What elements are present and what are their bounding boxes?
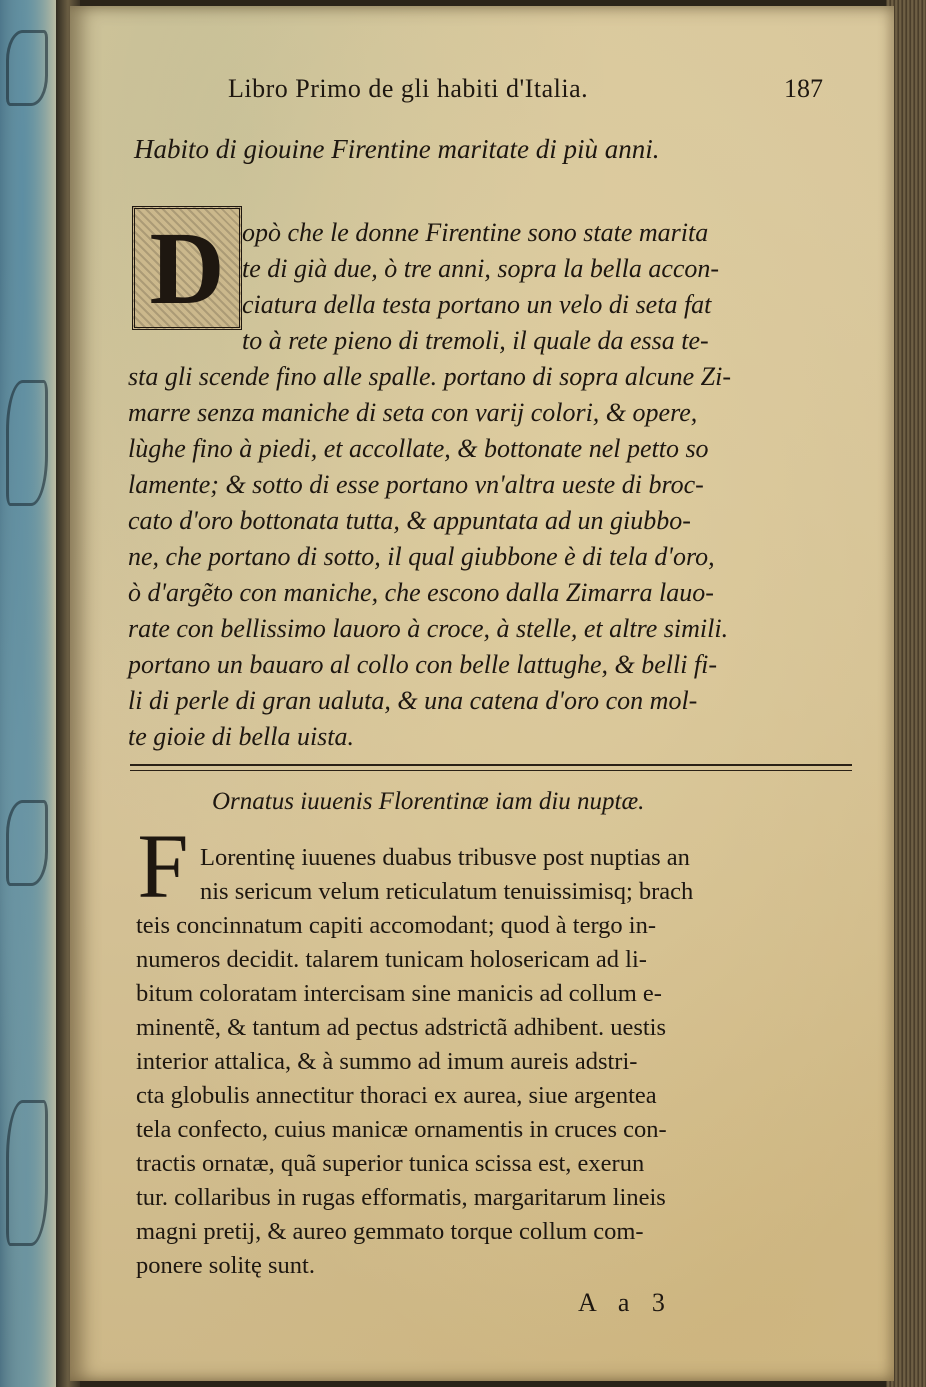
text-line: ò d'argẽto con maniche, che escono dalla Zimarra lauo-: [128, 578, 714, 607]
text-line: portano un bauaro al collo con belle lattughe, & belli fi-: [128, 650, 718, 679]
page-number: 187: [784, 74, 823, 103]
scroll-ornament: [6, 800, 48, 886]
running-head: Libro Primo de gli habiti d'Italia.: [228, 74, 589, 103]
scroll-ornament: [6, 30, 48, 106]
text-line: nis sericum velum reticulatum tenuissimisq; brach: [200, 878, 694, 905]
text-line: bitum coloratam intercisam sine manicis ad collum e-: [136, 980, 662, 1007]
latin-drop-cap: F: [137, 815, 189, 917]
text-line: to à rete pieno di tremoli, il quale da essa te-: [242, 326, 709, 355]
text-line: Lorentinę iuuenes duabus tribusve post nuptias an: [200, 844, 690, 871]
book-page: [70, 6, 894, 1381]
text-line: teis concinnatum capiti accomodant; quod à tergo in-: [136, 912, 657, 939]
text-line: cta globulis annectitur thoraci ex aurea, siue argentea: [136, 1082, 657, 1109]
text-line: cato d'oro bottonata tutta, & appuntata ad un giubbo-: [128, 506, 691, 535]
text-line: ponere solitę sunt.: [136, 1252, 315, 1279]
scroll-ornament: [6, 380, 48, 506]
signature-mark: A a 3: [578, 1288, 673, 1317]
text-line: opò che le donne Firentine sono state marita: [242, 218, 709, 247]
text-line: numeros decidit. talarem tunicam holosericam ad li-: [136, 946, 647, 973]
text-line: interior attalica, & à summo ad imum aureis adstri-: [136, 1048, 638, 1075]
text-line: te gioie di bella uista.: [128, 722, 355, 751]
latin-heading: Ornatus iuuenis Florentinæ iam diu nuptæ.: [212, 788, 645, 815]
scroll-ornament: [6, 1100, 48, 1246]
text-line: lamente; & sotto di esse portano vn'altra ueste di broc-: [128, 470, 704, 499]
text-line: li di perle di gran ualuta, & una catena d'oro con mol-: [128, 686, 698, 715]
section-divider: [130, 764, 852, 771]
text-line: magni pretij, & aureo gemmato torque collum com-: [136, 1218, 644, 1245]
text-line: ne, che portano di sotto, il qual giubbone è di tela d'oro,: [128, 542, 715, 571]
text-line: lùghe fino à piedi, et accollate, & bottonate nel petto so: [128, 434, 709, 463]
text-line: minentẽ, & tantum ad pectus adstrictã adhibent. uestis: [136, 1014, 667, 1041]
text-line: tur. collaribus in rugas efformatis, margaritarum lineis: [136, 1184, 666, 1211]
italian-drop-cap: D: [132, 206, 242, 330]
text-line: sta gli scende fino alle spalle. portano di sopra alcune Zi-: [128, 362, 732, 391]
text-line: te di già due, ò tre anni, sopra la bella accon-: [242, 254, 720, 283]
text-line: tractis ornatæ, quã superior tunica scissa est, exerun: [136, 1150, 645, 1177]
text-line: rate con bellissimo lauoro à croce, à stelle, et altre simili.: [128, 614, 729, 643]
text-line: ciatura della testa portano un velo di seta fat: [242, 290, 712, 319]
italian-heading: Habito di giouine Firentine maritate di più anni.: [134, 134, 660, 164]
text-line: marre senza maniche di seta con varij colori, & opere,: [128, 398, 698, 427]
text-line: tela confecto, cuius manicæ ornamentis in cruces con-: [136, 1116, 667, 1143]
